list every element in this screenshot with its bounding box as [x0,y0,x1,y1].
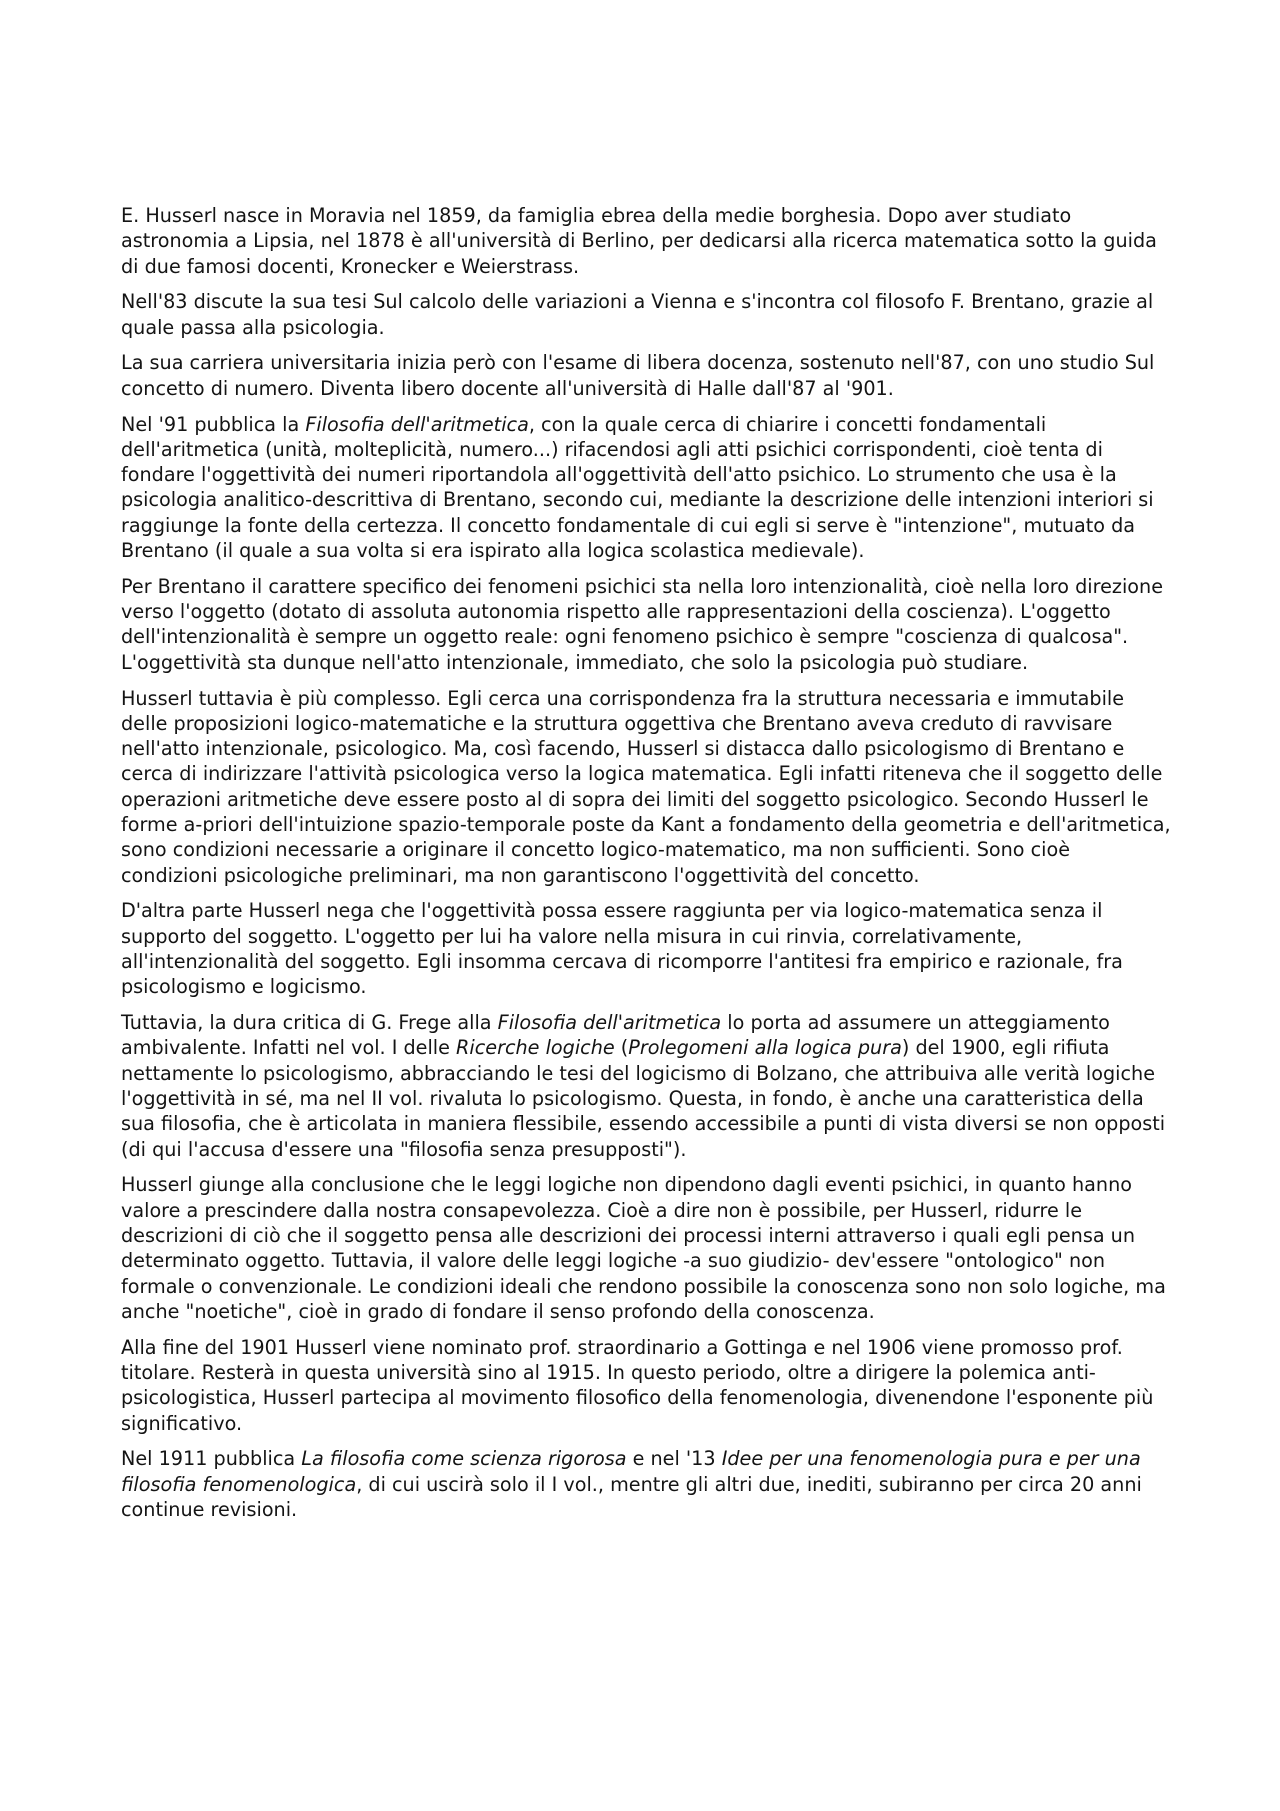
paragraph-7 [121,898,1171,999]
text-run: ( [614,1036,629,1060]
text-run: Nell'83 discute la sua tesi Sul calcolo delle variazioni a Vienna e s'incontra col filosofo F. Brentano, grazie al quale passa alla psicologia. [121,290,1154,339]
italic-title: Prolegomeni alla logica pura [628,1036,902,1060]
italic-title: Filosofia dell'aritmetica [497,1011,722,1035]
italic-title: Filosofia dell'aritmetica [305,412,529,436]
text-run: Nel 1911 pubblica [121,1447,302,1471]
paragraph-2 [121,289,1171,340]
paragraph-11 [121,1446,1171,1522]
paragraph-4 [121,412,1171,564]
text-run: Per Brentano il carattere specifico dei fenomeni psichici sta nella loro intenzionalità, cioè nella loro direzione verso l'oggetto (dotato di assoluta autonomia rispetto alle rappresentazioni della coscienza). L'oggetto dell'intenzionalità è sempre un oggetto reale: ogni fenomeno psichico è sempre "coscienza di qualcosa". L'oggettività sta dunque nell'atto intenzionale, immediato, che solo la psicologia può studiare. [121,574,1164,674]
paragraph-1 [121,203,1171,279]
paragraph-9 [121,1172,1171,1324]
italic-title: Idee per una fenomenologia pura e per una filosofia fenomenologica [121,1447,1141,1496]
text-run: lo porta ad assumere un atteggiamento ambivalente. Infatti nel vol. I delle [121,1011,1110,1060]
text-run: Alla fine del 1901 Husserl viene nominato prof. straordinario a Gottinga e nel 1906 viene promosso prof. titolare. Resterà in questa università sino al 1915. In questo periodo, oltre a dirigere la polemica anti-psicologistica, Husserl partecipa al movimento filosofico della fenomenologia, divenendone l'esponente più significativo. [121,1335,1154,1435]
text-run: , di cui uscirà solo il I vol., mentre gli altri due, inediti, subiranno per circa 20 anni continue revisioni. [121,1472,1142,1521]
text-run: La sua carriera universitaria inizia però con l'esame di libera docenza, sostenuto nell'87, con uno studio Sul concetto di numero. Diventa libero docente all'università di Halle dall'87 al '901. [121,351,1155,400]
document-page [121,203,1171,1533]
paragraph-8 [121,1010,1171,1162]
paragraph-3 [121,350,1171,401]
text-run: , con la quale cerca di chiarire i concetti fondamentali dell'aritmetica (unità, molteplicità, numero...) rifacendosi agli atti psichici corrispondenti, cioè tenta di fondare l'oggettività dei numeri riportandola all'oggettività dell'atto psichico. Lo strumento che usa è la psicologia analitico-descrittiva di Brentano, secondo cui, mediante la descrizione delle intenzioni interiori si raggiunge la fonte della certezza. Il concetto fondamentale di cui egli si serve è "intenzione", mutuato da Brentano (il quale a sua volta si era ispirato alla logica scolastica medievale). [121,412,1154,563]
text-run: Nel '91 pubblica la [121,412,306,436]
italic-title: Ricerche logiche [456,1036,615,1060]
text-run: ) del 1900, egli rifiuta nettamente lo psicologismo, abbracciando le tesi del logicismo di Bolzano, che attribuiva alle verità logiche l'oggettività in sé, ma nel II vol. rivaluta lo psicologismo. Questa, in fondo, è anche una caratteristica della sua filosofia, che è articolata in maniera flessibile, essendo accessibile a punti di vista diversi se non opposti (di qui l'accusa d'essere una "filosofia senza presupposti"). [121,1036,1166,1161]
text-run: Tuttavia, la dura critica di G. Frege alla [121,1011,498,1035]
paragraph-5 [121,574,1171,675]
text-run: Husserl giunge alla conclusione che le leggi logiche non dipendono dagli eventi psichici, in quanto hanno valore a prescindere dalla nostra consapevolezza. Cioè a dire non è possibile, per Husserl, ridurre le descrizioni di ciò che il soggetto pensa alle descrizioni dei processi interni attraverso i quali egli pensa un determinato oggetto. Tuttavia, il valore delle leggi logiche -a suo giudizio- dev'essere "ontologico" non formale o convenzionale. Le condizioni ideali che rendono possibile la conoscenza sono non solo logiche, ma anche "noetiche", cioè in grado di fondare il senso profondo della conoscenza. [121,1173,1166,1323]
paragraph-10 [121,1335,1171,1436]
paragraph-6 [121,686,1171,888]
text-run: D'altra parte Husserl nega che l'oggettività possa essere raggiunta per via logico-matematica senza il supporto del soggetto. L'oggetto per lui ha valore nella misura in cui rinvia, correlativamente, all'intenzionalità del soggetto. Egli insomma cercava di ricomporre l'antitesi fra empirico e razionale, fra psicologismo e logicismo. [121,899,1123,999]
text-run: e nel '13 [626,1447,722,1471]
text-run: Husserl tuttavia è più complesso. Egli cerca una corrispondenza fra la struttura necessaria e immutabile delle proposizioni logico-matematiche e la struttura oggettiva che Brentano aveva creduto di ravvisare nell'atto intenzionale, psicologico. Ma, così facendo, Husserl si distacca dallo psicologismo di Brentano e cerca di indirizzare l'attività psicologica verso la logica matematica. Egli infatti riteneva che il soggetto delle operazioni aritmetiche deve essere posto al di sopra dei limiti del soggetto psicologico. Secondo Husserl le forme a-priori dell'intuizione spazio-temporale poste da Kant a fondamento della geometria e dell'aritmetica, sono condizioni necessarie a originare il concetto logico-matematico, ma non sufficienti. Sono cioè condizioni psicologiche preliminari, ma non garantiscono l'oggettività del concetto. [121,686,1171,887]
text-run: E. Husserl nasce in Moravia nel 1859, da famiglia ebrea della medie borghesia. Dopo aver studiato astronomia a Lipsia, nel 1878 è all'università di Berlino, per dedicarsi alla ricerca matematica sotto la guida di due famosi docenti, Kronecker e Weierstrass. [121,204,1157,278]
italic-title: La filosofia come scienza rigorosa [301,1447,627,1471]
